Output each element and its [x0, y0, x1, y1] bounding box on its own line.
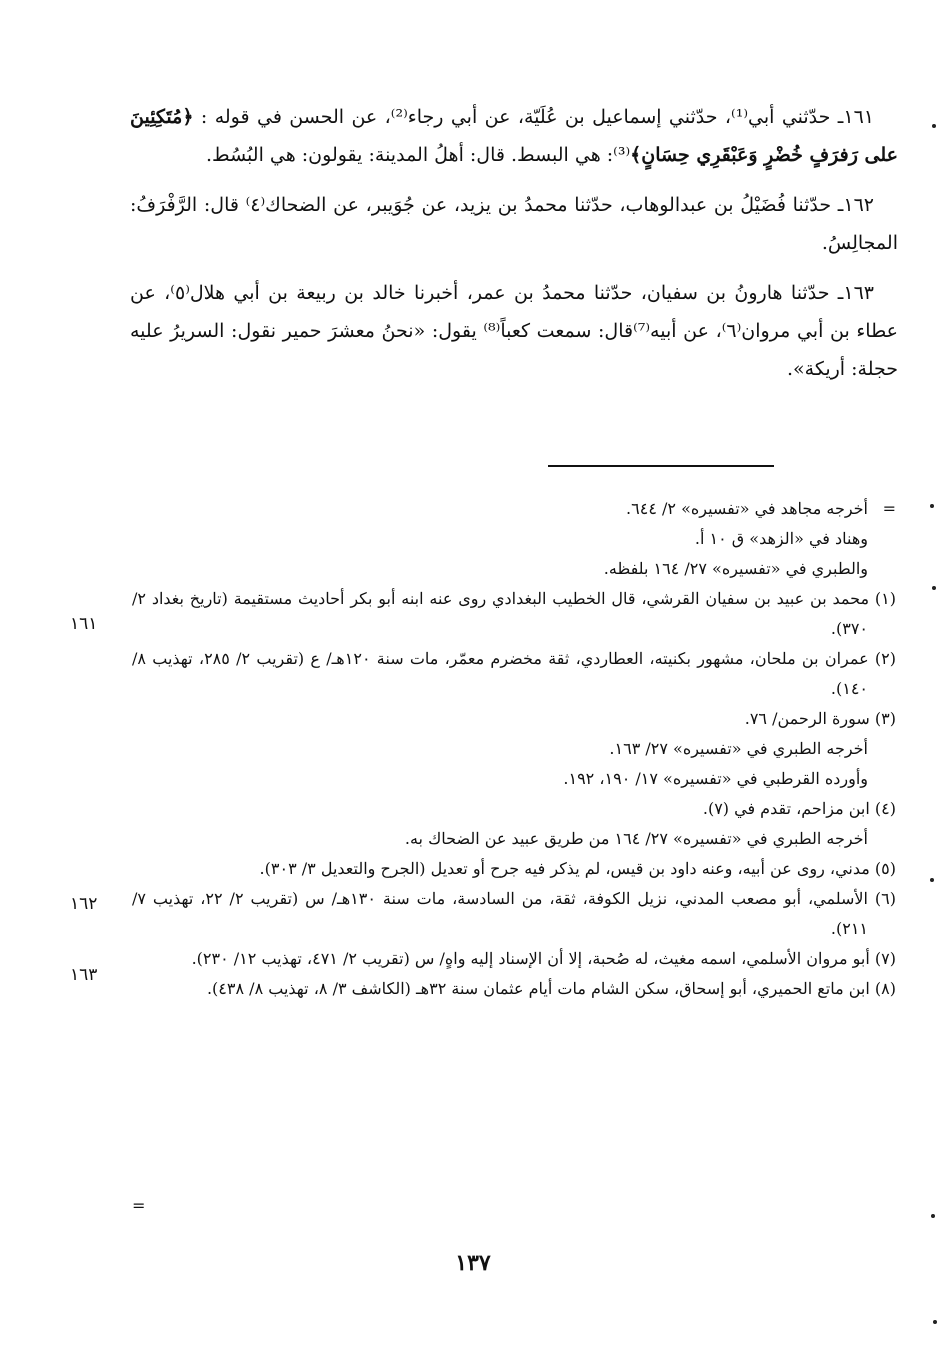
footnote-8: (٨) ابن ماتع الحميري، أبو إسحاق، سكن الشام مات أيام عثمان سنة ٣٢هـ (الكاشف ٣/ ٨، تهذيب ٨/ ٤٣٨). [206, 979, 896, 998]
scan-speck [930, 878, 934, 882]
paragraph-163: ١٦٣ـ حدّثنا هارونُ بن سفيان، حدّثنا محمدُ بن عمر، أخبرنا خالد بن ربيعة بن أبي هلال⁽٥⁾، عن عطاء بن أبي مروان⁽٦⁾، عن أبيه⁽⁷⁾قال: سمعت كعباً⁽⁸⁾ يقول: «نحنُ معشرَ حمير نقول: السريرُ عليه حجلة: أريكة». [130, 282, 899, 380]
footnote-3-source-b: وأورده القرطبي في «تفسيره» ١٧/ ١٩٠، ١٩٢. [563, 769, 868, 788]
main-text [130, 98, 898, 400]
scan-speck [930, 504, 934, 508]
paragraph-162: ١٦٢ـ حدّثنا فُضَيْلُ بن عبدالوهاب، حدّثنا محمدُ بن يزيد، عن جُوَيبر، عن الضحاك⁽٤⁾ قال: الرَّفْرَفُ: المجالِسُ. [130, 194, 898, 254]
paragraph-161 [130, 98, 898, 174]
footnote-continued-1: = أخرجه مجاهد في «تفسيره» ٢/ ٦٤٤. [132, 494, 896, 524]
footnote-end-mark: = [132, 1196, 146, 1215]
footnote-4: (٤) ابن مزاحم، تقدم في (٧). [702, 799, 896, 818]
footnote-3: (٣) سورة الرحمن/ ٧٦. [744, 709, 896, 728]
footnotes [132, 494, 896, 1004]
margin-number-163: ١٦٣ [70, 965, 98, 985]
p161-text-end: ⁽³⁾: هي البسط. قال: أهلُ المدينة: يقولون: هي البُسُط. [206, 144, 631, 166]
footnote-6: (٦) الأسلمي، أبو مصعب المدني، نزيل الكوفة، ثقة، من السادسة، مات سنة ١٣٠هـ/ س (تقريب ٢/ ٢٢، تهذيب ٧/ ٢١١). [132, 889, 896, 938]
margin-number-161: ١٦١ [70, 614, 98, 634]
footnote-1: (١) محمد بن عبيد بن سفيان القرشي، قال الخطيب البغدادي روى عنه ابنه أبو بكر أحاديث مستقيمة (تاريخ بغداد ٢/ ٣٧٠). [132, 589, 896, 638]
continuation-mark: = [882, 499, 896, 518]
footnote-continued-3: والطبري في «تفسيره» ٢٧/ ١٦٤ بلفظه. [603, 559, 868, 578]
footnote-2: (٢) عمران بن ملحان، مشهور بكنيته، العطاردي، ثقة مخضرم معمّر، مات سنة ١٢٠هـ/ ع (تقريب ٢/ ٢٨٥، تهذيب ٨/ ١٤٠). [132, 649, 896, 698]
footnote-4-source: أخرجه الطبري في «تفسيره» ٢٧/ ١٦٤ من طريق عبيد عن الضحاك به. [404, 829, 868, 848]
scan-speck [931, 1214, 935, 1218]
quran-verse: ﴿مُتَكِئِينَ على رَفرَفٍ خُضْرٍ وَعَبْقَرِي حِسَانٍ﴾ [130, 106, 898, 166]
p161-text: ١٦١ـ حدّثني أبي⁽¹⁾، حدّثني إسماعيل بن عُلَيّة، عن أبي رجاء⁽²⁾، عن الحسن في قوله : [200, 106, 874, 128]
footnote-5: (٥) مدني، روى عن أبيه، وعنه داود بن قيس، لم يذكر فيه جرح أو تعديل (الجرح والتعديل ٣/ ٣٠٣). [259, 859, 896, 878]
footnote-7: (٧) أبو مروان الأسلمي، اسمه مغيث، له صُحبة، إلا أن الإسناد إليه واهٍ/ س (تقريب ٢/ ٤٧١، تهذيب ١٢/ ٢٣٠). [191, 949, 896, 968]
margin-number-162: ١٦٢ [70, 894, 98, 914]
scan-speck [932, 124, 936, 128]
footnote-continued-2: وهناد في «الزهد» ق ١٠ أ. [694, 529, 868, 548]
page-number: ١٣٧ [455, 1250, 491, 1276]
footnote-3-source-a: أخرجه الطبري في «تفسيره» ٢٧/ ١٦٣. [609, 739, 868, 758]
footnote-separator [548, 465, 774, 467]
scan-speck [933, 1320, 937, 1324]
scan-speck [932, 586, 936, 590]
